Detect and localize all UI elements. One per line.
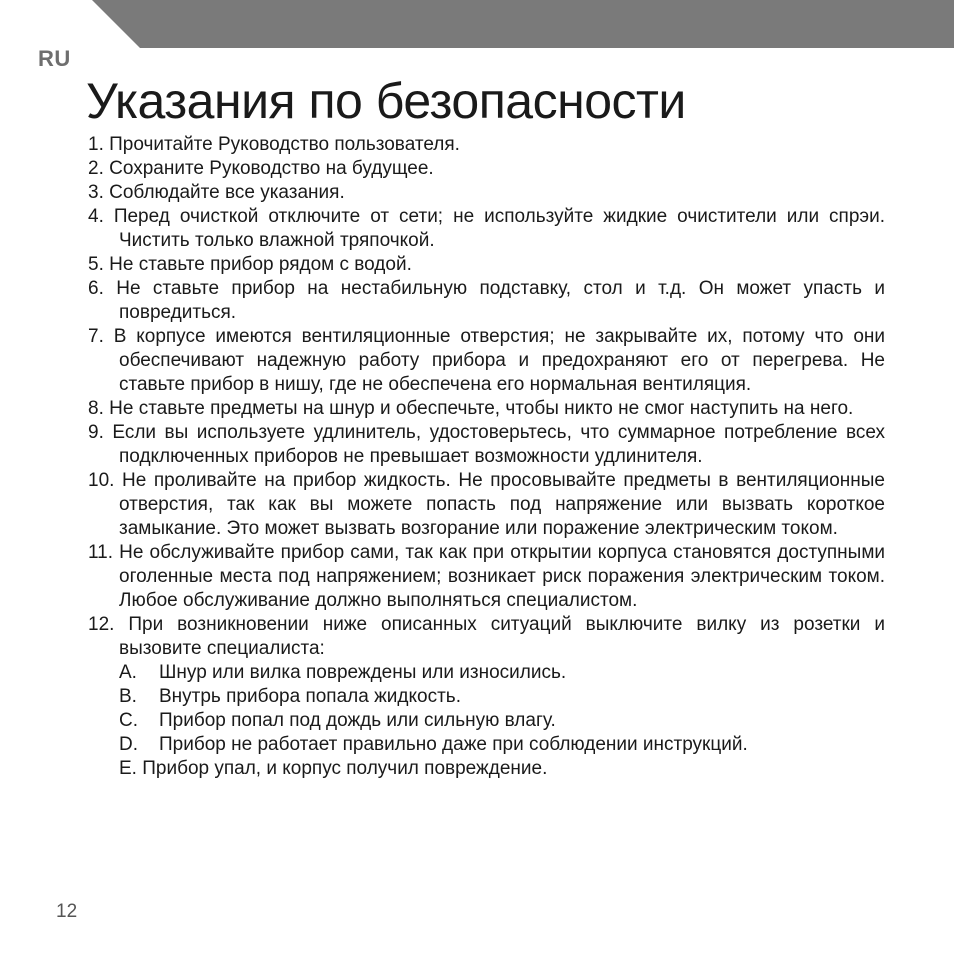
list-item: 3. Соблюдайте все указания. [88, 182, 345, 203]
sub-list-item [88, 709, 885, 733]
list-item: 5. Не ставьте прибор рядом с водой. [88, 254, 412, 275]
page-number: 12 [56, 901, 78, 922]
safety-instructions-list [88, 133, 885, 781]
sub-item-letter: D. [119, 734, 138, 755]
list-item: 9. Если вы используете удлинитель, удостоверьтесь, что суммарное потребление всех подключенных приборов не превышает возможности удлинителя. [88, 422, 885, 467]
list-item: 7. В корпусе имеются вентиляционные отверстия; не закрывайте их, потому что они обеспечивают надежную работу прибора и предохраняют его от перегрева. Не ставьте прибор в нишу, где не обеспечена его нормальная вентиляция. [88, 326, 885, 395]
list-item: 4. Перед очисткой отключите от сети; не используйте жидкие очистители или спрэи. Чистить только влажной тряпочкой. [88, 206, 885, 251]
language-label: RU [38, 46, 71, 71]
sub-list-item: E. Прибор упал, и корпус получил повреждение. [119, 758, 548, 779]
list-item: 2. Сохраните Руководство на будущее. [88, 158, 434, 179]
sub-item-letter: A. [119, 662, 137, 683]
list-item: 8. Не ставьте предметы на шнур и обеспечьте, чтобы никто не смог наступить на него. [88, 398, 854, 419]
list-item: 1. Прочитайте Руководство пользователя. [88, 134, 460, 155]
sub-list-item [88, 685, 885, 709]
sub-item-letter: C. [119, 710, 138, 731]
page-title: Указания по безопасности [86, 73, 686, 129]
list-item: 10. Не проливайте на прибор жидкость. Не просовывайте предметы в вентиляционные отверстия, так как вы можете попасть под напряжение или вызвать короткое замыкание. Это может вызвать возгорание или поражение электрическим током. [88, 470, 885, 539]
sub-list-item [88, 733, 885, 757]
sub-item-text: Прибор попал под дождь или сильную влагу. [159, 710, 556, 731]
sub-item-text: Шнур или вилка повреждены или износились. [159, 662, 567, 683]
sub-list-item [88, 661, 885, 685]
sub-item-text: Прибор не работает правильно даже при соблюдении инструкций. [159, 734, 748, 755]
list-item: 6. Не ставьте прибор на нестабильную подставку, стол и т.д. Он может упасть и повредиться. [88, 278, 885, 323]
sub-item-text: Внутрь прибора попала жидкость. [159, 686, 461, 707]
header-band [0, 0, 954, 48]
sub-item-letter: B. [119, 686, 137, 707]
list-item: 11. Не обслуживайте прибор сами, так как при открытии корпуса становятся доступными оголенные места под напряжением; возникает риск поражения электрическим током. Любое обслуживание должно выполняться специалистом. [88, 542, 885, 611]
list-item: 12. При возникновении ниже описанных ситуаций выключите вилку из розетки и вызовите специалиста: [88, 614, 885, 659]
header-band-shape [92, 0, 954, 48]
